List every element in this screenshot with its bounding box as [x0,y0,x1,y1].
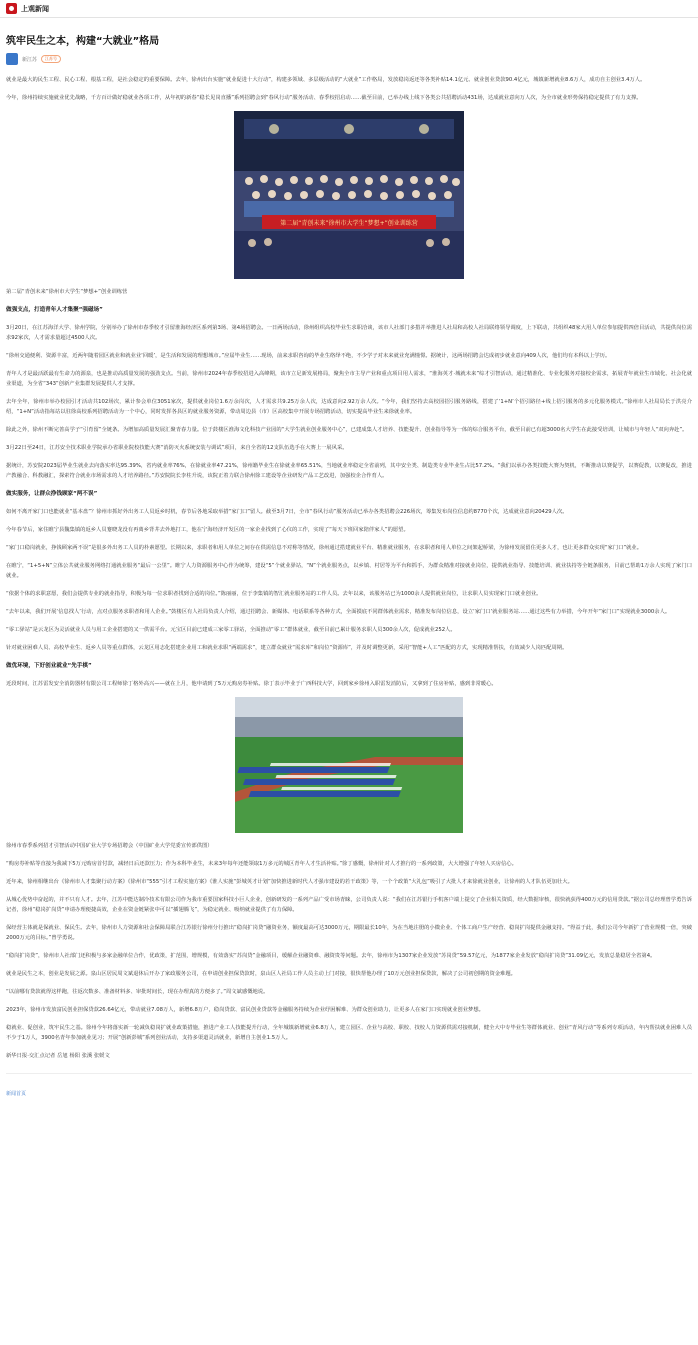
footer-home-link[interactable]: 新闻首页 [6,1091,27,1097]
paragraph: 在睢宁，“1+5+N”立体公共就业服务网络打通就业服务“最后一公里”。睢宁人力资源服务中心作为统筹，建设“5”个就业驿站，“N”个就业服务点，以乡镇、村居等为平台和抓手，为群众精准对接就业岗位，提供就业指导、技能培训、就业扶持等全链条服务，目前已帮助1万余人实现了家门口就业。 [6,563,692,579]
author-tag: 江苏号 [41,55,61,63]
section-heading-3: 做优环境，下好创业就业“先手棋” [6,663,92,669]
author-avatar[interactable] [6,53,18,65]
event-photo-2 [235,697,463,833]
paragraph: “家门口稳岗就业，挣钱顾家两不误”是很多外出务工人员的朴素愿望。长期以来，求职者和用人单位之间存在供需信息不对称等情况，徐州通过搭建就业平台、精准就业服务，在求职者和用人单位之间架起桥梁，为徐州发展留住更多人才，也让更多群众实现“家门口”就业。 [6,545,643,551]
section-2-paragraphs [6,507,692,653]
paragraph: “徐州交通便利、资源丰富，近两年随着园区就业和就业业‘回暖’，是生活和发展的理想城市。”应届毕业生……现场，前来求职咨询的毕业生络绎不绝，不少学子对未来就业充满憧憬。据统计，这两场招聘会达成初步就业意向409人次，他们均有本科以上学历。 [6,353,611,359]
paragraph: 针对就业困难人员、高校毕业生、返乡人员等重点群体，云龙区用志化搭建企业用工和就业求职“两端需求”，建立群众就业“需求库”和岗位“资源库”，并及时调整更新，采用“智能+人工”匹配的方式，实现精准帮扶，有效减少人岗匹配周期。 [6,645,568,651]
paragraph: 近年来，徐州相继出台《徐州市人才集聚行动方案》《徐州市“555”引才工程实施方案》《淮人实施“彭城英才计划”加快推进新时代人才强市建设的若干政策》等，一个个政策“大礼包”吸引了大批人才来徐就业创业，让徐州的人才队伍更加壮大。 [6,879,573,885]
brand-name: 上观新闻 [21,4,49,13]
paragraph: 就业是民生之本，创业是发展之源。泉山区居民周文斌退休后开办了家政服务公司，在申请创业担保贷款时，泉山区人社局工作人员主动上门对接，很快帮他办理了10万元创业担保贷款，解决了公司初创期的资金难题。 [6,971,516,977]
paragraph: 去年全年，徐州市举办校园引才活动共102场次，累计参会单位3051家次，提供就业岗位1.6万余岗次，人才需求共9.25万余人次，达成意向2.92万余人次。“今年，我们坚持去高校园招引服务路线，搭建了‘1+N’个招引路径+线上招引服务的多元化服务模式。”徐州市人社局局长于洪亮介绍，“1+N”活动指每站以驻徐高校系列招聘活动为一个中心，同时发挥各县区的就业服务资源，带动周边县（市）区高校集中开展专场招聘活动，切实提高毕业生来徐就业率。 [6,399,692,415]
paragraph: “稳岗扩岗贷”，徐州市人社部门还积极与多家金融单位合作，优政策，扩范围，增规模，有效落实“苏岗贷”金融项目，缓解企业融资难、融资贵等问题。去年，徐州市为1307家企业发放“苏岗贷”59.57亿元，为1877家企业发放“稳岗扩岗贷”31.09亿元，发放总量稳居全省第4。 [6,953,656,959]
author-credit: 新华日报·交汇点记者 岳旭 杨阳 张溪 张媛文 [6,1053,110,1059]
section-heading-2: 做实服务，让群众挣钱顾家“两不误” [6,491,98,497]
top-bar [0,0,698,18]
paragraph: 2023年，徐州市发放富民创业担保贷款26.64亿元，带动就业7.08万人，新增6.8万户，稳岗贷款、富民创业贷款等金融服务持续为企业纾困解难、为群众创业助力，让更多人在家门口实现就业创业梦想。 [6,1007,484,1013]
paragraph: 如何不离开家门口也能就业“基本盘”？徐州市抓好外出务工人员返乡时机，春节后各地采取举措“家门口”留人。截至3月7日，全市“春风行动”服务活动已举办各类招聘会226场次，筹集发布岗位信息约8770个次，达成就业意向20429人次。 [6,509,568,515]
paragraph: “去年以来，我们开展‘信息找人’行动，点对点服务求职者和用人企业。”鼓楼区有人社局负责人介绍，通过招聘会、新媒体、电话联系等各种方式，全面摸底不同群体就业需求，精准发布岗位信息，设立‘家门口’就业服务站……通过这些有力举措，今年开年“家门口”实现就业3000余人。 [6,609,671,615]
paragraph: 3月20日，在江苏海洋大学、徐州学院，分别举办了徐州市春季校才引留淮海经济区系列第3场、第4场招聘会。一日两场活动，徐州组织高校毕业生求职洽谈，该市人社部门多措并举推进人社局和高校人社局联络领导调度，上下联动，共组织48家大用人单位参加提供四倍目活动，共提供岗位需求92家次，人才需求量超过4500人次。 [6,325,692,341]
author-name[interactable]: 新江苏 [22,56,38,63]
article-body [0,32,698,1099]
paragraph: “零工驿站”是云龙区为灵活就业人员与用工企业搭建的又一供需平台。元宝区目前已建成三家零工驿站，全面推动“零工”群体就业，截至目前已累计服务求职人员300余人次，促成就业252人。 [6,627,456,633]
article-title: 筑牢民生之本，构建“大就业”格局 [6,36,160,47]
app-logo-icon [6,3,17,14]
paragraph: “购房券补贴等直接为我减下5万元购房首付款，减轻日后还款压力；作为本科毕业生，未来3年每年还能领取1万多元的城区青年人才生活补贴。”徐丁感慨，徐州针对人才推行的一系列政策，大大增强了年轻人买房信心。 [6,861,517,867]
paragraph: 近段时间，江苏雷发安全消防器材有限公司工程师徐丁格外高兴——就在上月，他申请到了5万元购房券补贴。徐丁表示毕业于广西科技大学，回到家乡徐州入职雷发消防后，又拿到了住房补贴，感到非常暖心。 [6,681,497,687]
photo-caption-1: 第二届“青创未来”徐州市大学生“梦想+”创业训练营 [6,289,128,295]
event-photo-1 [234,111,464,279]
author-meta [6,53,692,65]
paragraph: 从城心优势中奋起的，并不只有人才。去年，江苏中能达制冷技术有限公司作为我市重要国家科技小巨人企业，创新研发的一系列产品广受市场青睐，公司负责人说：“我们在江苏银行手机客户端上提交了企业相关资质，经大数据审核，很快就获得400万元的信用贷款。”据公司总经理曾学勇告诉记者，徐州“稳岗扩岗贷”申请办理便捷高效，企业在资金链紧张中可以“插翅腾飞”，为稳定就业、吸纳就业提供了有力保障。 [6,897,692,913]
paragraph: 今年春节后，家住睢宁县魏集镇的返乡人员蹇晓龙没有再离乡背井去外地打工，他在宁海经济开发区的一家企业找到了心仪的工作，实现了“每天下班回家陪伴家人”的愿望。 [6,527,409,533]
paragraph: 稳就业、促创业，筑牢民生之基。徐州今年将落实新一轮减负稳岗扩就业政策措施，推进产业工人技能提升行动，全年城镇新增就业6.8万人，建立园区、企业与高校、职校、技校人力资源供需对接机制，健全大中专毕业生等群体就业、创业“青风行动”等系列专项活动，年内帮扶就业困难人员不少于1万人，3900名青年参加就业见习；开展“创新彭城”系列创业活动，支持多渠道灵活就业，新增自主创业1.5万人。 [6,1025,692,1041]
section-heading-1: 做强支点，打造青年人才集聚“强磁场” [6,307,103,313]
intro-paragraphs [6,75,692,103]
photo-caption-2: 徐州市春季系列招才引智活动中国矿业大学专场招聘会（中国矿业大学党委宣传部供图） [6,843,213,849]
photo-banner-text: 第二届“青创未来”徐州市大学生“梦想+”创业训练营 [280,220,418,227]
paragraph: 除此之外，徐州不断完善高学子“引育留”全链条。为增加高质量发展汇聚青春力量。位于鼓楼区淮海文化科技产业园的“大学生就业创业服务中心”，已建成集人才培养、技能提升、创业指导等为一体的综合服务平台，截至目前已有超3000名大学生在此接受培训，让城市与年轻人“双向奔赴”。 [6,427,688,433]
paragraph: “依据个体的求职意愿，我们会提供专业的就业指导，积极为每一位求职者找到合适的岗位。”陈丽丽，位于李集镇的智汇就业服务站的工作人员。去年以来，该服务站已为1000余人提供就业岗位，让求职人员实现家门口就业创业。 [6,591,542,597]
paragraph: 保经营主体就是保就业、保民生。去年，徐州市人力资源和社会保障局联合江苏银行徐州分行推出“稳岗扩岗贷”融资业务，额度最高可达3000万元，期限最长10年，为在当地注册的小微企业、个体工商户生产经营、稳岗扩岗提供金融支持。“得益于此，我们公司今年新扩了营业规模一倍，突破2000万元的目标。”曾学勇说。 [6,925,692,941]
paragraph: 今年，徐州持续实施就业优先战略，千方百计做好稳就业各项工作，从年初的新春“稳长见岗直播”系列招聘会到“春风行动”服务活动、春季校招启动……截至目前，已举办线上线下各类公共招聘活动431场，达成就业意向万人次，为全市就业形势保持稳定提供了有力支撑。 [6,95,642,101]
paragraph: 3月22日至24日，江苏安全技术职业学院承办省职业院校技能大赛“消防灭火系统安装与调试”项目，来自全省的12支队伍选手在大赛上一展风采。 [6,445,348,451]
paragraph: 青年人才是最活跃最有生命力的源泉，也是推动高质量发展的强劲支点。当前，徐州市2024年春季校招进入高峰期，该市立足新发展格局，聚焦全市主导产业和重点项目用人需求，“淮海英才·城就未来”综才引智活动，通过精准化、专业化服务对接校企需求，拓展青年就业生市域化、社会化就业渠道，为全省“343”创新产业集群发展提供人才支撑。 [6,371,692,387]
closing-paragraphs [6,859,692,1043]
paragraph: 就业是最大的民生工程、民心工程、根基工程，是社会稳定的重要保障。去年，徐州出台实施“就业促进十大行动”，构建多领域、多层级活动的“大就业”工作格局，发放稳岗返还等各类补贴14.1亿元、就业创业贷款90.4亿元，城镇新增就业8.6万人，成功自主创业3.4万人。 [6,77,646,83]
paragraph: “以前哪有贷款就得这样跑，往返次数多、准备材料多、审批时间长，现在办理真的方便多了。”周文斌感慨地说。 [6,989,269,995]
section-1-paragraphs [6,323,692,481]
paragraph: 据统计，苏安院2023届毕业生就业去向落实率达95.39%，省内就业率76%，在徐就业率47.21%，徐州籍毕业生在徐就业率65.51%，当地就业率稳定全省前列，其中安全类、制造类专业毕业生占比57.2%。“我们以承办各类技能大赛为契机，不断推动以赛促学，以赛促教，以赛促改，推进产教融合、科教融汇，探索符合就业市场需求的人才培养路径。”苏安院院长李柱升说，该院正着力联合徐州徐工建设等企业研发产品工艺改进，加强校企合作育人。 [6,463,692,479]
footer [6,1073,692,1099]
section-3-paragraphs [6,679,692,689]
